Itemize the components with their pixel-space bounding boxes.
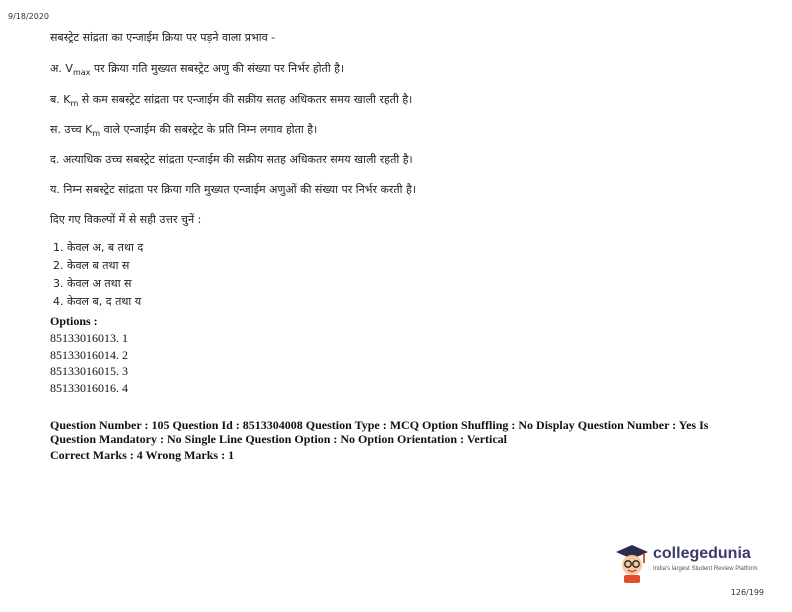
choice-1: 1. केवल अ, ब तथा द: [53, 241, 144, 254]
collegedunia-logo: [615, 543, 765, 583]
print-date: 9/18/2020: [8, 12, 50, 21]
question-meta-line1: Question Number : 105 Question Id : 8513304008 Question Type : MCQ Option Shuffling : No Display Question Number : Yes Is: [50, 418, 709, 432]
statement-e: य. निम्न सबस्ट्रेट सांद्रता पर क्रिया गति मुख्यत एन्जाईम अणुओं की संख्या पर निर्भर करती है।: [50, 183, 417, 196]
choice-3: 3. केवल अ तथा स: [53, 277, 132, 290]
option-item: 85133016015. 3: [50, 364, 128, 378]
question-meta-line2: Question Mandatory : No Single Line Question Option : No Option Orientation : Vertical: [50, 432, 508, 446]
question-intro: सबस्ट्रेट सांद्रता का एन्जाईम क्रिया पर पड़ने वाला प्रभाव -: [50, 31, 276, 44]
statement-c: स. उच्च $K_m$ वाले एन्जाईम की सबस्ट्रेट के प्रति निम्न लगाव होता है।: [50, 123, 318, 139]
statement-a: अ. $V_{max}$ पर क्रिया गति मुख्यत सबस्ट्रेट अणु की संख्या पर निर्भर होती है।: [50, 62, 345, 78]
logo-wordmark: collegedunia: [653, 545, 751, 562]
statement-d: द. अत्याधिक उच्च सबस्ट्रेट सांद्रता एन्जाईम की सक्रीय सतह अधिकतर समय खाली रहती है।: [50, 153, 413, 166]
logo-tagline: India's largest Student Review Platform: [653, 566, 758, 572]
choice-2: 2. केवल ब तथा स: [53, 259, 130, 272]
choice-4: 4. केवल ब, द तथा य: [53, 295, 142, 308]
statement-b: ब. $K_m$ से कम सबस्ट्रेट सांद्रता पर एन्जाईम की सक्रीय सतह अधिकतर समय खाली रहती है।: [50, 93, 413, 109]
marks-line: Correct Marks : 4 Wrong Marks : 1: [50, 448, 235, 462]
option-item: 85133016013. 1: [50, 331, 128, 345]
page-number: 126/199: [730, 588, 764, 597]
options-label: Options :: [50, 314, 98, 328]
option-item: 85133016014. 2: [50, 348, 128, 362]
instruction: दिए गए विकल्पों में से सही उत्तर चुनें :: [50, 213, 202, 226]
option-item: 85133016016. 4: [50, 381, 128, 395]
mascot-icon: [615, 543, 649, 583]
